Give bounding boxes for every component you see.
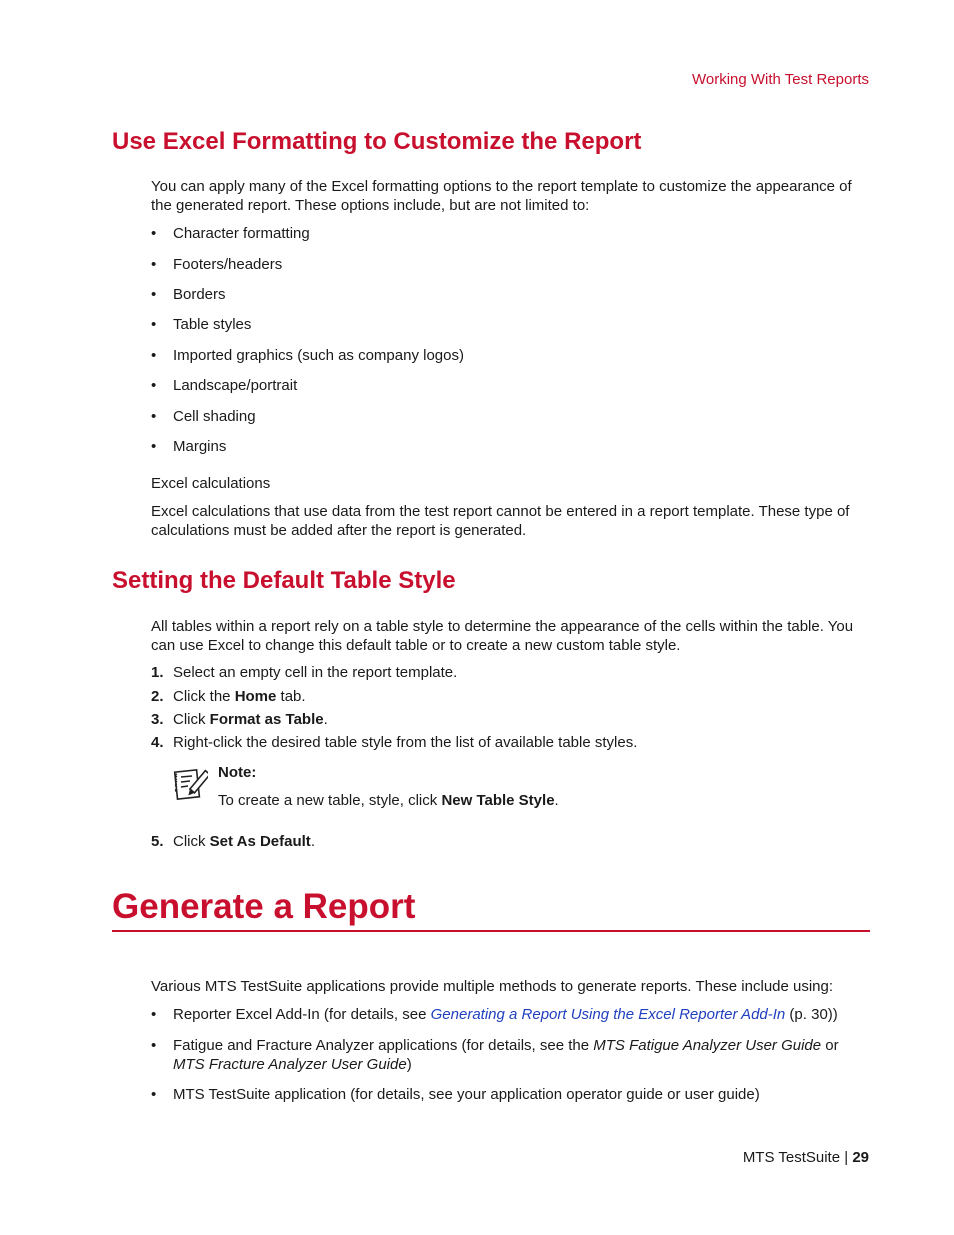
note-label: Note: [218, 764, 257, 781]
bullet-icon: • [151, 316, 157, 333]
chapter-title-generate-report: Generate a Report [112, 887, 416, 926]
bullet-icon: • [151, 377, 157, 394]
note-pencil-icon [172, 766, 208, 802]
bullet-icon: • [151, 1037, 157, 1054]
fracture-analyzer-guide-title: MTS Fracture Analyzer User Guide [173, 1056, 407, 1073]
bullet-icon: • [151, 347, 157, 364]
section-title-excel-formatting: Use Excel Formatting to Customize the Report [112, 128, 642, 155]
bullet-icon: • [151, 408, 157, 425]
bullet-icon: • [151, 225, 157, 242]
section2-intro: All tables within a report rely on a table style to determine the appearance of the cells within the table. You can use Excel to change this default table or to create a new custom table style. [151, 618, 854, 654]
bullet-icon: • [151, 1086, 157, 1103]
page-number: 29 [852, 1149, 869, 1166]
section3-intro: Various MTS TestSuite applications provide multiple methods to generate reports. These include using: [151, 978, 834, 995]
calculations-paragraph: Excel calculations that use data from the test report cannot be entered in a report template. These type of calculations must be added after the report is generated. [151, 503, 850, 539]
note-text: To create a new table, style, click New Table Style. [218, 792, 559, 809]
set-as-default-label: Set As Default [209, 833, 311, 850]
running-header: Working With Test Reports [691, 71, 869, 88]
excel-reporter-addin-link[interactable]: Generating a Report Using the Excel Reporter Add-In [430, 1006, 786, 1023]
bullet-icon: • [151, 256, 157, 273]
subheading-excel-calculations: Excel calculations [151, 475, 271, 492]
bullet-icon: • [151, 438, 157, 455]
chapter-title-rule [112, 930, 870, 932]
format-as-table-label: Format as Table [209, 711, 324, 728]
section1-intro: You can apply many of the Excel formatting options to the report template to customize the appearance of the generated report. These options include, but are not limited to: [151, 178, 852, 214]
page-footer: MTS TestSuite | 29 [742, 1149, 869, 1166]
footer-product: MTS TestSuite [742, 1149, 841, 1166]
home-tab-label: Home [234, 688, 277, 705]
bullet-icon: • [151, 286, 157, 303]
bullet-icon: • [151, 1006, 157, 1023]
section-title-default-table-style: Setting the Default Table Style [112, 567, 456, 594]
fatigue-analyzer-guide-title: MTS Fatigue Analyzer User Guide [593, 1037, 822, 1054]
new-table-style-label: New Table Style [441, 792, 555, 809]
